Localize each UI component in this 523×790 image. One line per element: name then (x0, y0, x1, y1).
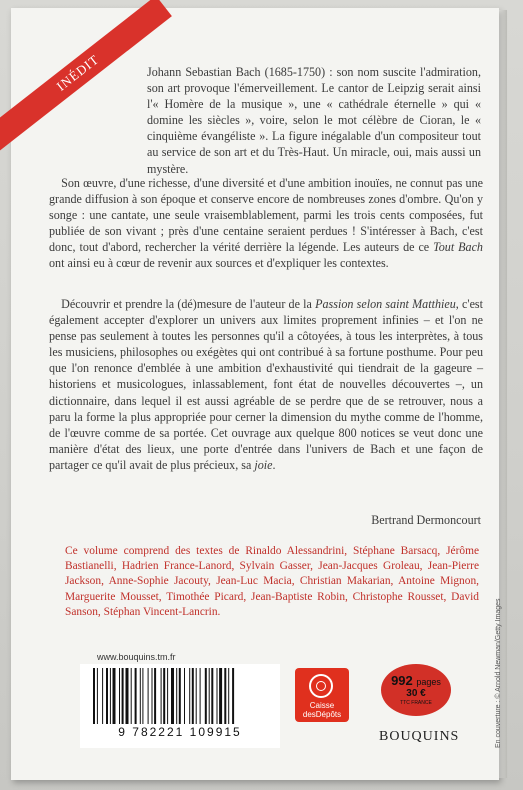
barcode-bar (122, 668, 124, 724)
barcode-bar (224, 668, 226, 724)
barcode-bar (131, 668, 132, 724)
barcode-bar (232, 668, 234, 724)
barcode-bar (148, 668, 149, 724)
barcode-bar (167, 668, 168, 724)
price-amount: 30 € (406, 688, 426, 699)
barcode-bar (154, 668, 156, 724)
barcode-bar (140, 668, 141, 724)
blurb-paragraph-1 (147, 64, 481, 177)
book-title-italic: Tout Bach (433, 240, 483, 255)
barcode-bar (113, 668, 116, 724)
barcode-bar (93, 668, 95, 724)
barcode-bar (102, 668, 103, 724)
blurb-text-3b: , c'est également accepter d'explorer un univers aux limites proprement infinies – et l'on ne pense pas seulement à toutes les personnes qu'il a côtoyées, à tous les interprètes, à tous les musiciens, philosophes ou exégètes qui ont contribué à sa fortune posthume. Pour peu que l'on renonce d'emblée à une ambition d'exhaustivité qui tiendrait de la gageure – historiens et musicologues, inlassablement, font état de nouvelles découvertes –, un dictionnaire, dans lequel il est aussi agréable de se perdre que de se retrouver, nous a paru la forme la plus appropriée pour cerner la dimension du mythe comme de l'homme, de l'œuvre comme de sa portée. Cet ouvrage aux quelque 800 notices se veut donc une manière d'état des lieux, une porte d'entrée dans l'univers de Bach et une façon de partager ce qu'il avait de plus précieux, sa (49, 297, 483, 472)
barcode-bar (189, 668, 190, 724)
barcode-bar (135, 668, 137, 724)
price-tax-note: TTC FRANCE (400, 700, 432, 706)
blurb-paragraph-2 (49, 175, 483, 272)
blurb-text-3c: . (272, 457, 276, 472)
barcode-bar (110, 668, 111, 724)
inedit-corner-band: INÉDIT (0, 0, 172, 150)
barcode-bar (97, 668, 98, 724)
barcode-bar (211, 668, 213, 724)
blurb-text-3 (49, 296, 483, 473)
barcode-bar (217, 668, 218, 724)
book-back-cover (11, 8, 502, 780)
page-count-value: 992 (391, 673, 413, 688)
barcode-bar (171, 668, 174, 724)
logo-line-1: Caisse (309, 701, 335, 710)
blurb-text-1: Johann Sebastian Bach (1685-1750) : son nom suscite l'admiration, son art provoque l'émerveillement. Le cantor de Leipzig serait ainsi l'« Homère de la musique », une « cathédrale éternelle » qui « domine les siècles », voire, selon le mot célèbre de Cioran, le « cinquième évangéliste ». La figure inégalable d'un compositeur tout au service de son art et du Très-Haut. Un miracle, oui, mais aussi un mystère. (147, 65, 481, 176)
blurb-paragraph-3 (49, 296, 483, 473)
barcode-bar (192, 668, 194, 724)
author-signature: Bertrand Dermoncourt (371, 513, 481, 527)
blurb-text-2b: ont ainsi eu à cœur de revenir aux sources et d'expliquer les contextes. (49, 256, 389, 271)
barcode-bar (219, 668, 222, 724)
page-count (381, 673, 451, 688)
barcode-bar (142, 668, 143, 724)
barcode-bar (163, 668, 165, 724)
barcode-bar (126, 668, 129, 724)
barcode-bar (176, 668, 177, 724)
barcode-bar (106, 668, 108, 724)
work-title-italic: Passion selon saint Matthieu (315, 297, 456, 311)
caisse-des-depots-logo (295, 668, 349, 722)
blurb-text-3a: Découvrir et prendre la (dé)mesure de l'auteur de la (61, 297, 316, 311)
blurb-text-2 (49, 175, 483, 272)
barcode-bar (161, 668, 162, 724)
barcode-bar (152, 668, 153, 724)
logo-emblem-icon (309, 674, 333, 698)
isbn-barcode (80, 664, 280, 748)
barcode-bar (228, 668, 229, 724)
barcode-bar (179, 668, 181, 724)
contributors-list: Ce volume comprend des textes de Rinaldo Alessandrini, Stéphane Barsacq, Jérôme Bastianelli, Hadrien France-Lanord, Sylvain Gasser, Jean-Jacques Groleau, Jean-Pierre Jackson, Anne-Sophie Jacouty, Jean-Luc Macia, Christian Makarian, Antoine Mignon, Marguerite Mousset, Timothée Picard, Jean-Baptiste Robin, Christophe Rousset, David Sanson, Stéphan Vincent-Lancrin. (65, 545, 479, 618)
barcode-bar (196, 668, 197, 724)
barcode-bar (205, 668, 207, 724)
price-sticker (381, 664, 451, 716)
barcode-bar (209, 668, 210, 724)
barcode-bar (119, 668, 120, 724)
blurb-text-2a: Son œuvre, d'une richesse, d'une diversité et d'une ambition inouïes, ne connut pas une grande diffusion à son époque et conserve encore de nombreuses zones d'ombre. Qu'on y songe : une cantate, une seule vraisemblablement, parmi les trois cents composées, fut publiée de son vivant ; près d'une centaine seraient perdues ! S'intéresser à Bach, c'est donc, tout d'abord, rechercher la vérité derrière la légende. Les auteurs de ce (49, 176, 483, 255)
isbn-number: 9 782221 109915 (118, 725, 242, 739)
page-count-label: pages (416, 677, 441, 687)
barcode-bars (93, 668, 271, 724)
barcode-bar (184, 668, 185, 724)
publisher-name: BOUQUINS (379, 729, 460, 744)
joie-italic: joie (254, 457, 273, 472)
barcode-bar (200, 668, 201, 724)
publisher-website: www.bouquins.tm.fr (97, 652, 176, 662)
cover-photo-credit: En couverture : © Arnold Newman/Getty Images (495, 598, 502, 748)
logo-line-2: desDépôts (302, 710, 342, 719)
